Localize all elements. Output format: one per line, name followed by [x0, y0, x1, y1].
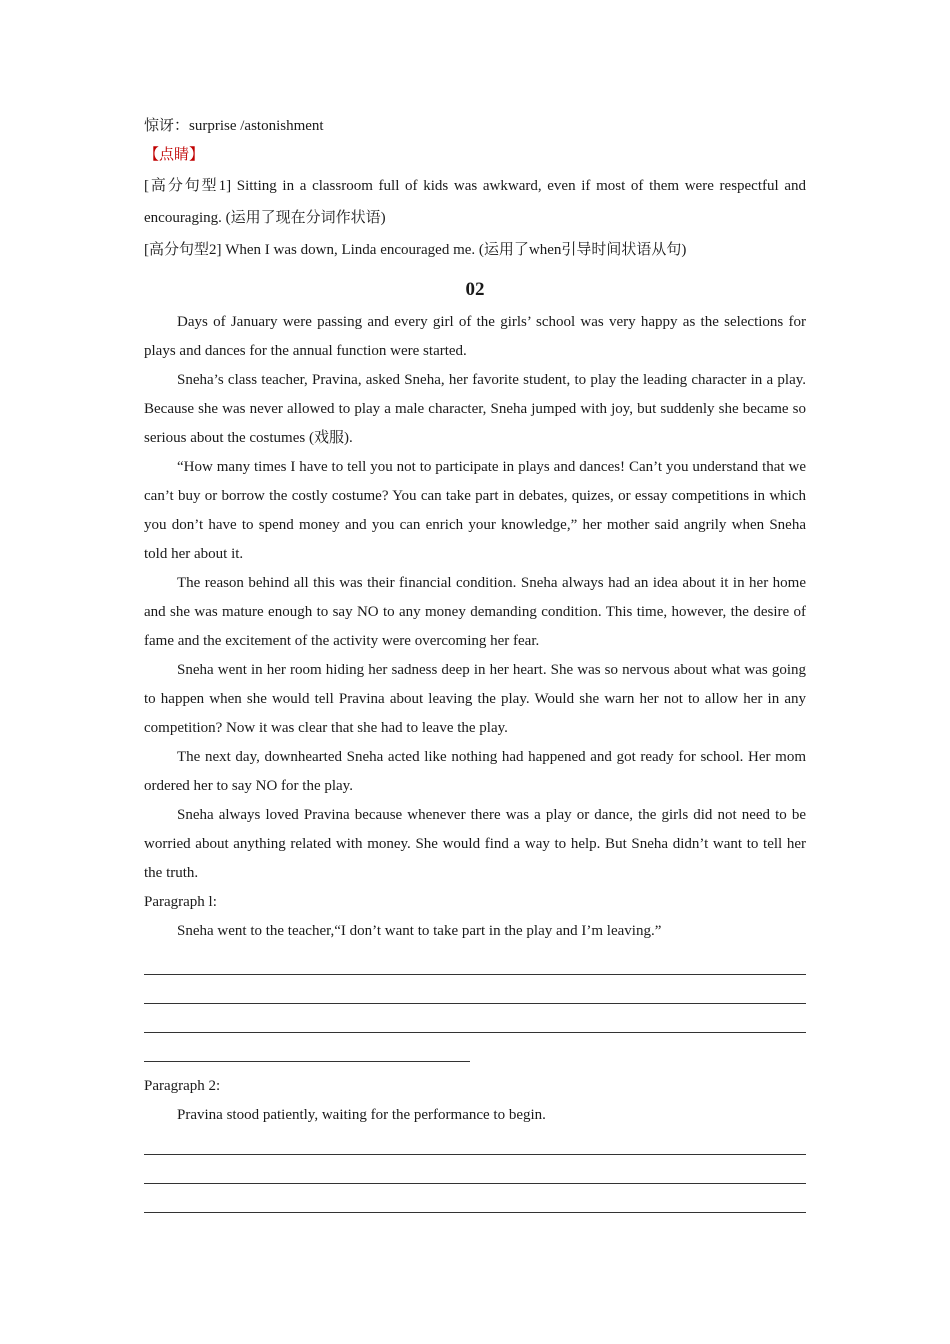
high-score-sentence-1: [高分句型1] Sitting in a classroom full of kids was awkward, even if most of them were respectful and encouraging. (运用了现在分词作状语) [144, 178, 806, 226]
writing-line[interactable] [144, 1004, 806, 1033]
paragraph2-label: Paragraph 2: [144, 1078, 221, 1094]
section-number: 02 [465, 279, 485, 300]
vocab-line: 惊讶：surprise /astonishment [144, 118, 324, 134]
story-paragraph: Sneha’s class teacher, Pravina, asked Sneha, her favorite student, to play the leading character in a play. Because she was never allowed to play a male character, Sneha jumped with joy, but suddenly she became so serious about the costumes (戏服). [144, 372, 806, 446]
document-page [144, 112, 806, 1213]
paragraph1-label: Paragraph l: [144, 894, 217, 910]
story-paragraph: The next day, downhearted Sneha acted like nothing had happened and got ready for school. Her mom ordered her to say NO for the play. [144, 749, 806, 794]
writing-line[interactable] [144, 1130, 806, 1155]
writing-line[interactable] [144, 1184, 806, 1213]
story-paragraph: Sneha went in her room hiding her sadness deep in her heart. She was so nervous about what was going to happen when she would tell Pravina about leaving the play. Would she warn her not to allow her in any competition? Now it was clear that she had to leave the play. [144, 662, 806, 736]
writing-line[interactable] [144, 975, 806, 1004]
paragraph2-opening: Pravina stood patiently, waiting for the performance to begin. [177, 1107, 546, 1123]
story-paragraph: The reason behind all this was their financial condition. Sneha always had an idea about it in her home and she was mature enough to say NO to any money demanding condition. This time, however, the desire of fame and the excitement of the activity were overcoming her fear. [144, 575, 806, 649]
writing-line[interactable] [144, 1155, 806, 1184]
story-paragraph: Sneha always loved Pravina because whenever there was a play or dance, the girls did not need to be worried about anything related with money. She would find a way to help. But Sneha didn’t want to tell her the truth. [144, 807, 806, 881]
spacer [144, 1062, 806, 1072]
story-paragraph: Days of January were passing and every girl of the girls’ school was very happy as the selections for plays and dances for the annual function were started. [144, 314, 806, 359]
writing-line[interactable] [144, 946, 806, 975]
dianjing-heading: 【点睛】 [144, 147, 205, 163]
story-paragraph: “How many times I have to tell you not to participate in plays and dances! Can’t you understand that we can’t buy or borrow the costly costume? You can take part in debates, quizes, or essay competitions in which you don’t have to spend money and you can enrich your knowledge,” her mother said angrily when Sneha told her about it. [144, 459, 806, 562]
paragraph1-opening: Sneha went to the teacher,“I don’t want to take part in the play and I’m leaving.” [177, 923, 662, 939]
high-score-sentence-2: [高分句型2] When I was down, Linda encouraged me. (运用了when引导时间状语从句) [144, 242, 687, 258]
writing-line[interactable] [144, 1033, 470, 1062]
